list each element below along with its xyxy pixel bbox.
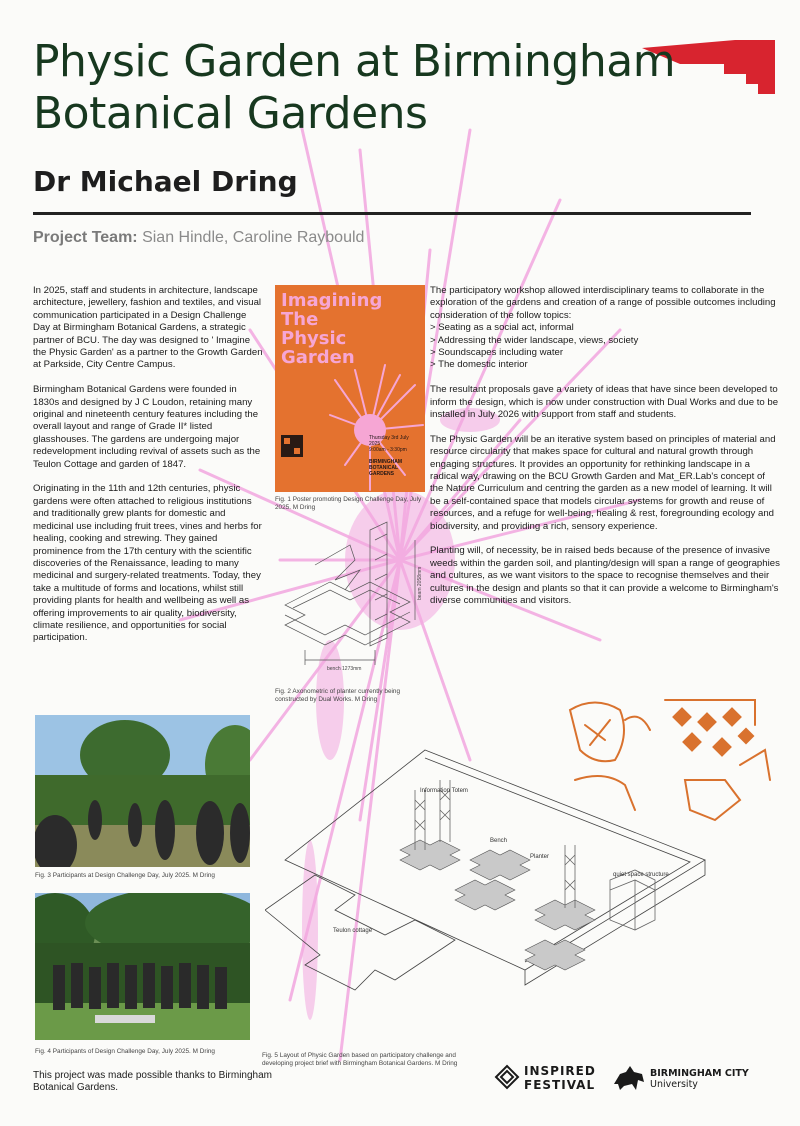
quiet-space-label: quiet space structure <box>613 872 669 878</box>
planting-paragraph: Planting will, of necessity, be in raised beds because of the presence of invasive weeds within the garden soil, and planting/design will span a range of geographies and cultures, as we want visitors to the space to recognise themselves and their cultures in the design and plants so that it can provide a welcome to Birmingham's diverse communities and visitors. <box>430 545 780 607</box>
author-name: Dr Michael Dring <box>33 165 298 198</box>
iterative-system-paragraph: The Physic Garden will be an iterative system based on principles of material and resource circularity that makes space for cultural and natural growth through engaging structures. It provides an opportunity for rethinking landscape in a radical way, drawing on the BCU Growth Garden and Mat_ER.Lab's concept of the Nature Curriculum and centring the garden as a new model of learning. It will be a self-contained space that models circular systems for growth and reuse of resources, and a refuge for well-being, healing & rest, foregrounding ecology and biodiversity, and providing a rich, sensory experience. <box>430 433 776 532</box>
project-team-names: Sian Hindle, Caroline Raybould <box>142 229 365 246</box>
planter-axonometric-drawing <box>275 520 430 685</box>
height-dimension: beam 2058mm <box>417 566 423 600</box>
inspired-festival-logo: INSPIRED FESTIVAL <box>524 1064 596 1092</box>
participants-photo-2 <box>35 893 250 1040</box>
fig4-caption: Fig. 4 Participants of Design Challenge Day, July 2025. M Dring <box>35 1048 215 1055</box>
bench-dimension: bench 1273mm <box>327 666 362 672</box>
photo-2-scene <box>35 893 250 1040</box>
title-divider <box>33 212 751 215</box>
participants-photo-1 <box>35 715 250 867</box>
project-team-label: Project Team: <box>33 229 138 246</box>
acknowledgement-text: This project was made possible thanks to Birmingham Botanical Gardens. <box>33 1070 272 1094</box>
event-poster <box>275 285 425 492</box>
right-column <box>430 285 780 620</box>
project-team <box>33 229 364 247</box>
proposals-paragraph: The resultant proposals gave a variety of ideas that have since been developed to inform the design, which is now under construction with Dual Works and due to be installed in July 2026 with support from staff and students. <box>430 384 779 421</box>
topic-item: > Seating as a social act, informal <box>430 322 574 334</box>
left-column <box>33 285 265 657</box>
topic-item: > Addressing the wider landscape, views, society <box>430 334 639 346</box>
workshop-paragraph: The participatory workshop allowed interdisciplinary teams to collaborate in the exploration of the gardens and creation of a range of possible outcomes including consideration of the follow topics: > Seating as a social act, informal > Addressing the wider landscape, views, society > Soundscapes including water > The domestic interior <box>430 285 780 372</box>
poster-date: Thursday 3rd July 2025 9:00am - 3:30pm BIRMINGHAM BOTANICAL GARDENS <box>369 435 409 477</box>
topic-item: > The domestic interior <box>430 359 528 371</box>
information-totem-label: Information Totem <box>420 788 468 794</box>
bcu-crest-icon <box>612 1064 646 1092</box>
topic-item: > Soundscapes including water <box>430 347 564 359</box>
planter-label: Planter <box>530 854 550 860</box>
fig5-caption: Fig. 5 Layout of Physic Garden based on participatory challenge and developing project brief with Birmingham Botanical Gardens. M Dring <box>262 1052 458 1067</box>
fig3-caption: Fig. 3 Participants at Design Challenge Day, July 2025. M Dring <box>35 872 215 879</box>
teulon-cottage-label: Teulon cottage <box>333 928 373 934</box>
inspired-festival-logo-icon <box>494 1064 520 1090</box>
history-paragraph: Birmingham Botanical Gardens were founded in 1830s and designed by J C Loudon, retaining many original and nineteenth century features including the overall layout and range of Grade II* listed glasshouses. The gardens are undergoing major redevelopment including revival of assets such as the Teulon Cottage and garden of 1847. <box>33 384 261 470</box>
photo-1-scene <box>35 715 250 867</box>
poster-title: Imagining The Physic Garden <box>281 290 383 368</box>
garden-layout-drawing <box>265 730 785 1050</box>
bcu-logo: BIRMINGHAM CITY University <box>650 1068 749 1090</box>
bench-label: Bench <box>490 838 508 844</box>
physic-gardens-paragraph: Originating in the 11th and 12th centuries, physic gardens were often attached to religious institutions and traditionally grew plants for domestic and medicinal use including fruit trees, vines and herbs for healing, cooking and strewing. They gained prominence from the 17th century with the scientific discoveries of the Renaissance, leading to many medicinal and surgery-related treatments. Today, they take a multitude of forms and locations, whilst still providing plants for health and wellbeing as well as offering improvements to air quality, biodiversity, climate resilience, and opportunities for social participation. <box>33 483 262 644</box>
page-title: Physic Garden at Birmingham Botanical Gardens <box>33 36 676 139</box>
fig1-caption: Fig. 1 Poster promoting Design Challenge Day, July 2025. M Dring <box>275 496 422 511</box>
intro-paragraph: In 2025, staff and students in architecture, landscape architecture, jewellery, fashion and textiles, and visual communication participated in a Design Challenge Day at Birmingham Botanical Gardens, a strategic partner of BCU. The day was designed to ' Imagine the Physic Garden' as a partner to the Growth Garden at Parkside, City Centre Campus. <box>33 285 263 371</box>
fig2-caption: Fig. 2 Axonometric of planter currently being constructed by Dual Works. M Dring <box>275 688 401 703</box>
